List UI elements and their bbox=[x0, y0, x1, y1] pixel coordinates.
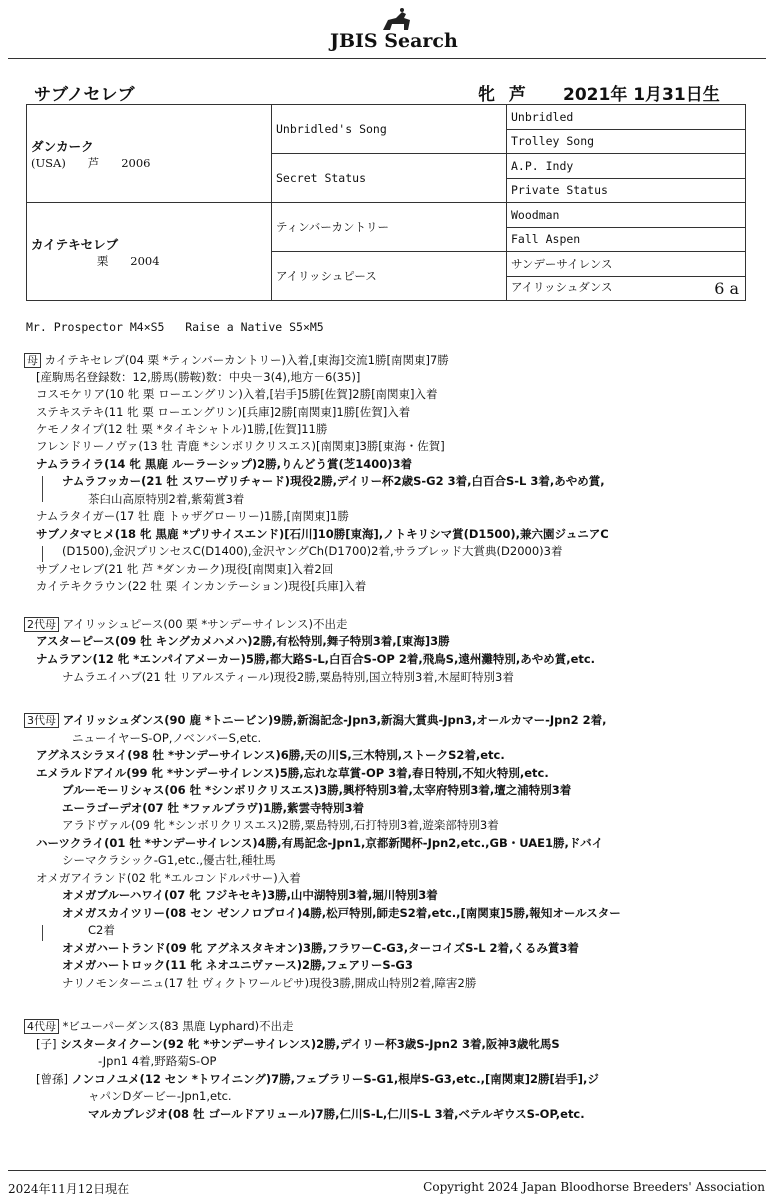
record-text: ャパンDダービー-Jpn1,etc. bbox=[88, 1089, 232, 1103]
record-text: アラドヴァル(09 牝 *シンボリクリスエス)2勝,粟島特別,石打特別3着,遊楽部特別3着 bbox=[62, 818, 499, 832]
record-line bbox=[72, 730, 261, 746]
record-text: コスモケリア(10 牝 栗 ローエングリン)入着,[岩手]5勝[佐賀]2勝[南関東]入着 bbox=[36, 387, 438, 401]
jbis-logo[interactable] bbox=[330, 8, 460, 54]
dam-year: 2004 bbox=[130, 253, 160, 268]
pedigree-dsd[interactable]: Fall Aspen bbox=[507, 227, 746, 252]
tree-guide-bar bbox=[42, 546, 43, 562]
record-line bbox=[62, 669, 514, 685]
record-text[interactable]: アイリッシュダンス(90 鹿 *トニービン)9勝,新潟記念-Jpn3,新潟大賞典-Jpn3,オールカマー-Jpn2 2着, bbox=[62, 713, 607, 727]
record-line bbox=[36, 404, 410, 420]
record-text[interactable]: サブノタマヒメ(18 牝 黒鹿 *プリサイスエンド)[石川]10勝[東海],ノトキリシマ賞(D1500),兼六園ジュニアC bbox=[36, 527, 609, 541]
record-text[interactable]: アグネスシラヌイ(98 牡 *サンデーサイレンス)6勝,天の川S,三木特別,ストークS2着,etc. bbox=[36, 748, 505, 762]
horse-name: サブノセレブ bbox=[34, 85, 135, 105]
sire-origin: (USA) bbox=[31, 155, 66, 170]
pedigree-ddd-name[interactable]: アイリッシュダンス bbox=[511, 279, 613, 294]
record-line bbox=[36, 386, 438, 402]
record-text: ナムラタイガー(17 牡 鹿 トゥザグローリー)1勝,[南関東]1勝 bbox=[36, 509, 349, 523]
record-line bbox=[62, 905, 621, 921]
record-line bbox=[36, 578, 366, 594]
pedigree-ddd[interactable] bbox=[507, 276, 746, 301]
record-text[interactable]: エメラルドアイル(99 牝 *サンデーサイレンス)5勝,忘れな草賞-OP 3着,春日特別,不知火特別,etc. bbox=[36, 766, 549, 780]
record-line bbox=[36, 633, 450, 649]
record-text[interactable]: オメガブルーハワイ(07 牝 フジキセキ)3勝,山中湖特別3着,堀川特別3着 bbox=[62, 888, 438, 902]
record-line bbox=[88, 1088, 232, 1104]
pedigree-dds[interactable]: サンデーサイレンス bbox=[507, 252, 746, 277]
record-text[interactable]: ナムラフッカー(21 牡 スワーヴリチャード)現役2勝,デイリー杯2歳S-G2 3着,白百合S-L 3着,あやめ賞, bbox=[62, 474, 605, 488]
record-text: フレンドリーノヴァ(13 牡 青鹿 *シンボリクリスエス)[南関東]3勝[東海・佐賀] bbox=[36, 439, 445, 453]
record-line bbox=[36, 747, 505, 763]
record-text: オメガアイランド(02 牝 *エルコンドルパサー)入着 bbox=[36, 871, 301, 885]
generation-tag: 4代母 bbox=[24, 1019, 59, 1034]
record-text[interactable]: ナムラライラ(14 牝 黒鹿 ルーラーシップ)2勝,りんどう賞(芝1400)3着 bbox=[36, 457, 413, 471]
record-text[interactable]: ナムラアン(12 牝 *エンパイアメーカー)5勝,都大路S-L,白百合S-OP 2着,飛鳥S,遠州灘特別,あやめ賞,etc. bbox=[36, 652, 596, 666]
record-line bbox=[62, 782, 571, 798]
record-text[interactable]: オメガスカイツリー(08 セン ゼンノロブロイ)4勝,松戸特別,師走S2着,etc.,[南関東]5勝,報知オールスター bbox=[62, 906, 621, 920]
record-line bbox=[62, 957, 413, 973]
pedigree-table bbox=[26, 104, 746, 301]
record-line bbox=[98, 1053, 216, 1069]
generation-tag: [子] bbox=[36, 1037, 57, 1051]
dam-name[interactable]: カイテキセレブ bbox=[31, 236, 119, 252]
record-line bbox=[36, 835, 603, 851]
record-line bbox=[88, 491, 244, 507]
record-line bbox=[62, 800, 364, 816]
record-text: [産駒馬名登録数：12,勝馬(勝鞍)数：中央－3(4),地方－6(35)] bbox=[36, 370, 361, 384]
record-line bbox=[24, 712, 606, 728]
record-text: ナリノモンターニュ(17 牡 ヴィクトワールピサ)現役3勝,開成山特別2着,障害2勝 bbox=[62, 976, 477, 990]
pedigree-ssss[interactable]: Unbridled bbox=[507, 105, 746, 130]
record-line bbox=[88, 922, 115, 938]
record-text: カイテキクラウン(22 牡 栗 インカンテーション)現役[兵庫]入着 bbox=[36, 579, 367, 593]
record-text: ニューイヤーS-OP,ノベンバーS,etc. bbox=[72, 731, 262, 745]
record-text[interactable]: オメガハートランド(09 牝 アグネスタキオン)3勝,フラワーC-G3,ターコイズS-L 2着,くるみ賞3着 bbox=[62, 941, 579, 955]
record-line bbox=[62, 887, 438, 903]
pedigree-dam-sire[interactable]: ティンバーカントリー bbox=[272, 203, 507, 252]
record-text[interactable]: ブルーモーリシャス(06 牡 *シンボリクリスエス)3勝,興杼特別3着,太宰府特別3着,壇之浦特別3着 bbox=[62, 783, 572, 797]
record-line bbox=[24, 1018, 294, 1034]
record-text[interactable]: シスタータイクーン(92 牝 *サンデーサイレンス)2勝,デイリー杯3歳S-Jpn2 3着,阪神3歳牝馬S bbox=[60, 1037, 560, 1051]
record-text: (D1500),金沢プリンセスC(D1400),金沢ヤングCh(D1700)2着,サラブレッド大賞典(D2000)3着 bbox=[62, 544, 563, 558]
record-text: ケモノタイプ(12 牡 栗 *タイキシャトル)1勝,[佐賀]11勝 bbox=[36, 422, 328, 436]
tree-guide-bar bbox=[42, 476, 43, 502]
record-line bbox=[62, 543, 562, 559]
record-text[interactable]: オメガハートロック(11 牝 ネオユニヴァース)2勝,フェアリーS-G3 bbox=[62, 958, 413, 972]
generation-tag: 3代母 bbox=[24, 713, 59, 728]
record-text: シーマクラシック-G1,etc.,優古牡,種牡馬 bbox=[62, 853, 276, 867]
logo-text: JBIS Search bbox=[330, 30, 458, 52]
record-line bbox=[36, 421, 327, 437]
record-line bbox=[36, 651, 595, 667]
sire-name[interactable]: ダンカーク bbox=[31, 138, 94, 154]
record-text[interactable]: マルカブレジオ(08 牡 ゴールドアリュール)7勝,仁川S-L,仁川S-L 3着,ベテルギウスS-OP,etc. bbox=[88, 1107, 585, 1121]
horse-birth-date: 2021年 1月31日生 bbox=[563, 85, 720, 105]
record-text[interactable]: ノンコノユメ(12 セン *トワイニング)7勝,フェブラリーS-G1,根岸S-G3,etc.,[南関東]2勝[岩手],ジ bbox=[71, 1072, 599, 1086]
footer-copyright: Copyright 2024 Japan Bloodhorse Breeders' Association bbox=[423, 1180, 765, 1194]
pedigree-sire-sire[interactable]: Unbridled's Song bbox=[272, 105, 507, 154]
inbreeding-note: Mr. Prospector M4×S5 Raise a Native S5×M5 bbox=[26, 320, 324, 334]
record-line bbox=[88, 1106, 585, 1122]
record-text: *ビユーパーダンス(83 黒鹿 Lyphard)不出走 bbox=[62, 1019, 294, 1033]
record-text: ナムラエイハブ(21 牡 リアルスティール)現役2勝,粟島特別,国立特別3着,木屋町特別3着 bbox=[62, 670, 514, 684]
record-line bbox=[36, 870, 301, 886]
sire-year: 2006 bbox=[121, 155, 151, 170]
record-text: C2着 bbox=[88, 923, 115, 937]
record-line bbox=[62, 817, 499, 833]
generation-tag: [曾孫] bbox=[36, 1072, 68, 1086]
footer-divider bbox=[8, 1170, 766, 1171]
record-text[interactable]: エーラゴーデオ(07 牡 *ファルブラヴ)1勝,紫雲寺特別3着 bbox=[62, 801, 364, 815]
record-text: カイテキセレブ(04 栗 *ティンバーカントリー)入着,[東海]交流1勝[南関東]7勝 bbox=[44, 353, 449, 367]
footer-date: 2024年11月12日現在 bbox=[8, 1182, 130, 1196]
record-line bbox=[62, 940, 579, 956]
record-text[interactable]: アスターピース(09 牡 キングカメハメハ)2勝,有松特別,舞子特別3着,[東海]3勝 bbox=[36, 634, 450, 648]
record-line bbox=[62, 975, 476, 991]
record-line bbox=[36, 1071, 599, 1087]
pedigree-dam-dam[interactable]: アイリッシュピース bbox=[272, 252, 507, 301]
horse-rider-icon bbox=[378, 8, 418, 32]
pedigree-dam bbox=[27, 203, 272, 301]
record-text: ステキステキ(11 牝 栗 ローエングリン)[兵庫]2勝[南関東]1勝[佐賀]入着 bbox=[36, 405, 411, 419]
pedigree-ssd[interactable]: Trolley Song bbox=[507, 129, 746, 154]
record-line bbox=[36, 369, 360, 385]
record-line bbox=[62, 852, 276, 868]
sire-color: 芦 bbox=[87, 155, 100, 170]
record-text[interactable]: ハーツクライ(01 牡 *サンデーサイレンス)4勝,有馬記念-Jpn1,京都新聞杯-Jpn2,etc.,GB・UAE1勝,ドバイ bbox=[36, 836, 604, 850]
record-line bbox=[36, 456, 412, 472]
pedigree-dss[interactable]: Woodman bbox=[507, 203, 746, 228]
record-text: サブノセレブ(21 牝 芦 *ダンカーク)現役[南関東]入着2回 bbox=[36, 562, 334, 576]
pedigree-sdd[interactable]: Private Status bbox=[507, 178, 746, 203]
record-text: アイリッシュピース(00 栗 *サンデーサイレンス)不出走 bbox=[62, 617, 348, 631]
horse-sex-color: 牝 芦 bbox=[478, 85, 530, 105]
tree-guide-bar bbox=[42, 925, 43, 941]
dam-color: 栗 bbox=[96, 253, 109, 268]
record-line bbox=[36, 765, 549, 781]
pedigree-sire bbox=[27, 105, 272, 203]
record-line bbox=[24, 616, 348, 632]
record-text: -Jpn1 4着,野路菊S-OP bbox=[98, 1054, 217, 1068]
pedigree-sds[interactable]: A.P. Indy bbox=[507, 154, 746, 179]
family-number: 6 a bbox=[714, 278, 739, 298]
generation-tag: 2代母 bbox=[24, 617, 59, 632]
record-line bbox=[24, 352, 449, 368]
generation-tag: 母 bbox=[24, 353, 41, 368]
record-line bbox=[36, 438, 445, 454]
record-line bbox=[36, 508, 349, 524]
header-divider bbox=[8, 58, 766, 59]
pedigree-sire-dam[interactable]: Secret Status bbox=[272, 154, 507, 203]
record-text: 茶臼山高原特別2着,紫菊賞3着 bbox=[88, 492, 245, 506]
record-line bbox=[36, 561, 333, 577]
record-line bbox=[36, 1036, 560, 1052]
record-line bbox=[36, 526, 609, 542]
record-line bbox=[62, 473, 605, 489]
